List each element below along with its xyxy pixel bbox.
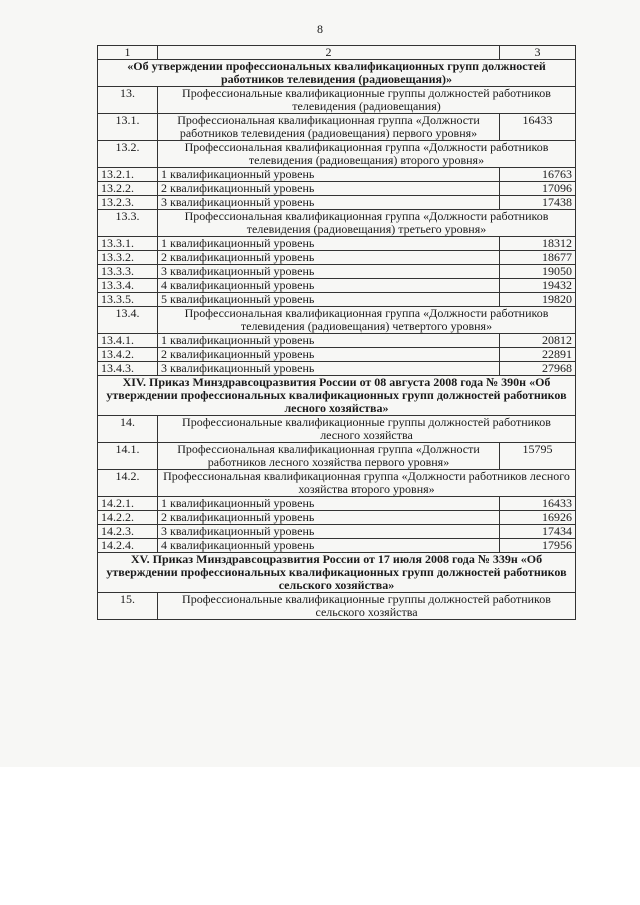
group-row (98, 307, 576, 334)
row-code: 14.2.1. (98, 497, 158, 511)
level-name: 1 квалификационный уровень (158, 237, 500, 251)
row-code: 13.3.4. (98, 279, 158, 293)
salary-value: 18312 (500, 237, 576, 251)
level-row (98, 362, 576, 376)
page-number: 8 (317, 22, 323, 36)
salary-value: 16433 (500, 114, 576, 141)
row-code: 13.3.3. (98, 265, 158, 279)
group-row (98, 443, 576, 470)
level-name: 1 квалификационный уровень (158, 497, 500, 511)
level-name: 4 квалификационный уровень (158, 539, 500, 553)
salary-value: 16433 (500, 497, 576, 511)
page-margin (0, 767, 640, 905)
level-name: 1 квалификационный уровень (158, 334, 500, 348)
row-code: 13.3.5. (98, 293, 158, 307)
salary-value: 16926 (500, 511, 576, 525)
level-name: 3 квалификационный уровень (158, 525, 500, 539)
level-row (98, 293, 576, 307)
salary-table (97, 45, 576, 620)
level-row (98, 182, 576, 196)
group-name: Профессиональная квалификационная группа «Должности работников телевидения (радиовещания) второго уровня» (158, 141, 576, 168)
table-header-row (98, 46, 576, 60)
level-row (98, 168, 576, 182)
level-name: 5 квалификационный уровень (158, 293, 500, 307)
level-row (98, 237, 576, 251)
row-code: 14. (98, 416, 158, 443)
salary-value: 15795 (500, 443, 576, 470)
group-name: Профессиональная квалификационная группа «Должности работников телевидения (радиовещания) третьего уровня» (158, 210, 576, 237)
salary-value: 19050 (500, 265, 576, 279)
group-row (98, 210, 576, 237)
salary-value: 17434 (500, 525, 576, 539)
level-name: 3 квалификационный уровень (158, 196, 500, 210)
group-row (98, 593, 576, 620)
section-title: XIV. Приказ Минздравсоцразвития России от 08 августа 2008 года № 390н «Об утверждении профессиональных квалификационных групп должностей работников лесного хозяйства» (98, 376, 576, 416)
row-code: 13.3.2. (98, 251, 158, 265)
row-code: 13.1. (98, 114, 158, 141)
group-name: Профессиональная квалификационная группа «Должности работников лесного хозяйства первого уровня» (158, 443, 500, 470)
section-row (98, 60, 576, 87)
level-name: 3 квалификационный уровень (158, 265, 500, 279)
level-row (98, 497, 576, 511)
level-row (98, 539, 576, 553)
row-code: 14.2.4. (98, 539, 158, 553)
row-code: 14.2.3. (98, 525, 158, 539)
group-row (98, 114, 576, 141)
row-code: 14.1. (98, 443, 158, 470)
salary-value: 17438 (500, 196, 576, 210)
salary-value: 18677 (500, 251, 576, 265)
row-code: 13.2.3. (98, 196, 158, 210)
level-name: 2 квалификационный уровень (158, 348, 500, 362)
row-code: 13.2.1. (98, 168, 158, 182)
group-row (98, 141, 576, 168)
level-row (98, 279, 576, 293)
row-code: 13.2.2. (98, 182, 158, 196)
level-name: 1 квалификационный уровень (158, 168, 500, 182)
salary-value: 19432 (500, 279, 576, 293)
row-code: 15. (98, 593, 158, 620)
level-row (98, 334, 576, 348)
header-col-1: 1 (98, 46, 158, 60)
level-name: 4 квалификационный уровень (158, 279, 500, 293)
level-name: 3 квалификационный уровень (158, 362, 500, 376)
salary-value: 16763 (500, 168, 576, 182)
section-row (98, 376, 576, 416)
row-code: 13.3. (98, 210, 158, 237)
salary-value: 19820 (500, 293, 576, 307)
group-name: Профессиональная квалификационная группа «Должности работников телевидения (радиовещания) первого уровня» (158, 114, 500, 141)
salary-value: 17956 (500, 539, 576, 553)
row-code: 13.4. (98, 307, 158, 334)
group-row (98, 470, 576, 497)
salary-value: 20812 (500, 334, 576, 348)
row-code: 13.2. (98, 141, 158, 168)
row-code: 13.3.1. (98, 237, 158, 251)
group-row (98, 416, 576, 443)
level-name: 2 квалификационный уровень (158, 182, 500, 196)
level-row (98, 196, 576, 210)
header-col-3: 3 (500, 46, 576, 60)
section-title: XV. Приказ Минздравсоцразвития России от 17 июля 2008 года № 339н «Об утверждении профессиональных квалификационных групп должностей работников сельского хозяйства» (98, 553, 576, 593)
salary-value: 22891 (500, 348, 576, 362)
salary-value: 27968 (500, 362, 576, 376)
row-code: 14.2.2. (98, 511, 158, 525)
row-code: 13.4.2. (98, 348, 158, 362)
group-name: Профессиональная квалификационная группа «Должности работников лесного хозяйства второго уровня» (158, 470, 576, 497)
header-col-2: 2 (158, 46, 500, 60)
salary-value: 17096 (500, 182, 576, 196)
level-row (98, 265, 576, 279)
level-row (98, 348, 576, 362)
group-name: Профессиональные квалификационные группы должностей работников сельского хозяйства (158, 593, 576, 620)
row-code: 13.4.3. (98, 362, 158, 376)
group-name: Профессиональные квалификационные группы должностей работников телевидения (радиовещания) (158, 87, 576, 114)
row-code: 14.2. (98, 470, 158, 497)
section-title: «Об утверждении профессиональных квалификационных групп должностей работников телевидения (радиовещания)» (98, 60, 576, 87)
group-row (98, 87, 576, 114)
level-name: 2 квалификационный уровень (158, 511, 500, 525)
group-name: Профессиональная квалификационная группа «Должности работников телевидения (радиовещания) четвертого уровня» (158, 307, 576, 334)
level-row (98, 511, 576, 525)
row-code: 13. (98, 87, 158, 114)
group-name: Профессиональные квалификационные группы должностей работников лесного хозяйства (158, 416, 576, 443)
level-row (98, 525, 576, 539)
level-name: 2 квалификационный уровень (158, 251, 500, 265)
section-row (98, 553, 576, 593)
level-row (98, 251, 576, 265)
row-code: 13.4.1. (98, 334, 158, 348)
